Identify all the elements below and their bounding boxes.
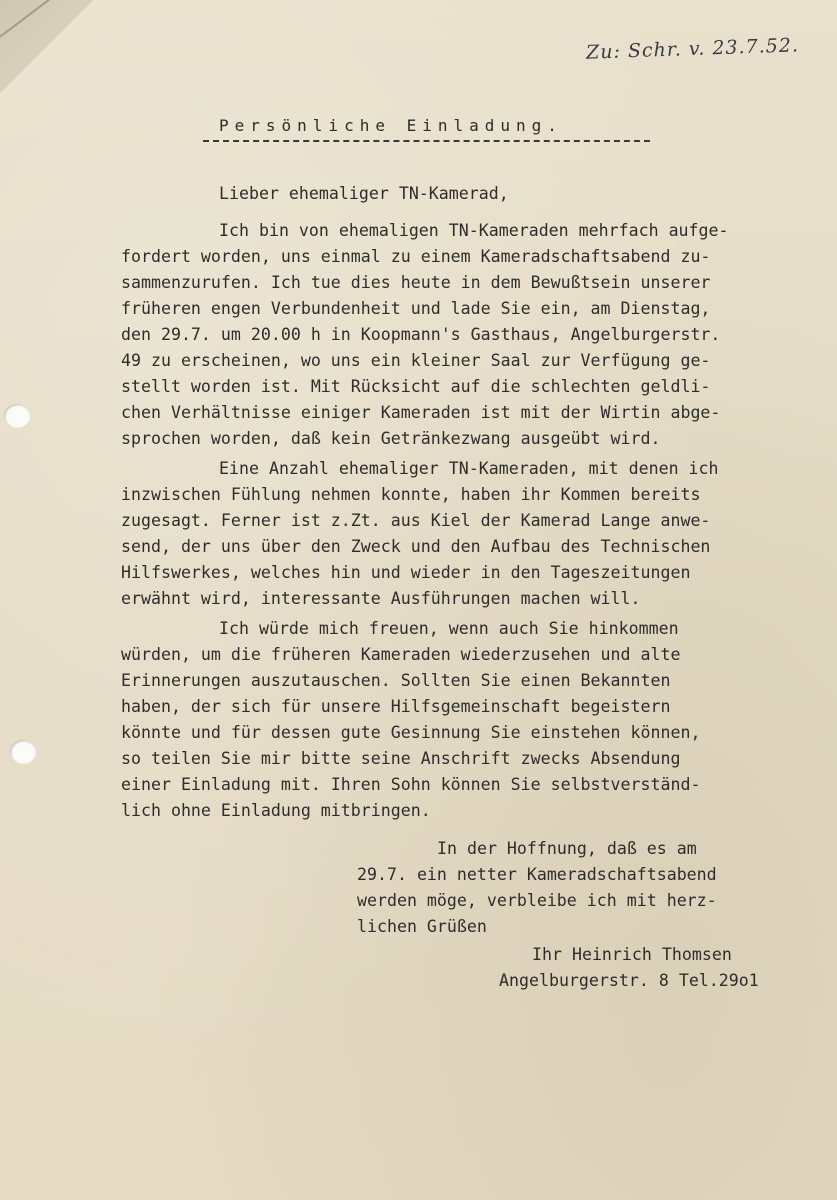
closing-line: lichen Grüßen bbox=[357, 917, 487, 936]
body-line: früheren engen Verbundenheit und lade Sie ein, am Dienstag, bbox=[121, 299, 711, 318]
signature-address: Angelburgerstr. 8 Tel.29o1 bbox=[499, 971, 759, 990]
folded-corner bbox=[0, 0, 110, 95]
body-line: Eine Anzahl ehemaliger TN-Kameraden, mit denen ich bbox=[219, 459, 719, 478]
body-line: sprochen worden, daß kein Getränkezwang ausgeübt wird. bbox=[121, 429, 661, 448]
body-line: fordert worden, uns einmal zu einem Kameradschaftsabend zu- bbox=[121, 247, 711, 266]
body-line: so teilen Sie mir bitte seine Anschrift zwecks Absendung bbox=[121, 749, 681, 768]
body-line: haben, der sich für unsere Hilfsgemeinschaft begeistern bbox=[121, 697, 671, 716]
title-underline bbox=[203, 140, 650, 142]
body-line: erwähnt wird, interessante Ausführungen machen will. bbox=[121, 589, 641, 608]
letter-title: Persönliche Einladung. bbox=[219, 116, 563, 135]
closing-line: werden möge, verbleibe ich mit herz- bbox=[357, 891, 717, 910]
body-line: zugesagt. Ferner ist z.Zt. aus Kiel der Kamerad Lange anwe- bbox=[121, 511, 711, 530]
body-line: inzwischen Fühlung nehmen konnte, haben ihr Kommen bereits bbox=[121, 485, 701, 504]
body-line: 49 zu erscheinen, wo uns ein kleiner Saal zur Verfügung ge- bbox=[121, 351, 711, 370]
signature-name: Ihr Heinrich Thomsen bbox=[532, 945, 732, 964]
salutation: Lieber ehemaliger TN-Kamerad, bbox=[219, 184, 509, 203]
body-line: Hilfswerkes, welches hin und wieder in den Tageszeitungen bbox=[121, 563, 691, 582]
body-line: sammenzurufen. Ich tue dies heute in dem Bewußtsein unserer bbox=[121, 273, 711, 292]
body-line: würden, um die früheren Kameraden wiederzusehen und alte bbox=[121, 645, 681, 664]
closing-line: 29.7. ein netter Kameradschaftsabend bbox=[357, 865, 717, 884]
punch-hole-top bbox=[4, 404, 30, 428]
body-line: Ich bin von ehemaligen TN-Kameraden mehrfach aufge- bbox=[219, 221, 729, 240]
punch-hole-bottom bbox=[10, 740, 36, 764]
body-line: send, der uns über den Zweck und den Aufbau des Technischen bbox=[121, 537, 711, 556]
body-line: Ich würde mich freuen, wenn auch Sie hinkommen bbox=[219, 619, 679, 638]
body-line: einer Einladung mit. Ihren Sohn können Sie selbstverständ- bbox=[121, 775, 701, 794]
body-line: den 29.7. um 20.00 h in Koopmann's Gasthaus, Angelburgerstr. bbox=[121, 325, 721, 344]
closing-line: In der Hoffnung, daß es am bbox=[437, 839, 697, 858]
body-line: Erinnerungen auszutauschen. Sollten Sie einen Bekannten bbox=[121, 671, 671, 690]
body-line: könnte und für dessen gute Gesinnung Sie einstehen können, bbox=[121, 723, 701, 742]
body-line: lich ohne Einladung mitbringen. bbox=[121, 801, 431, 820]
handwritten-reference-note: Zu: Schr. v. 23.7.52. bbox=[585, 34, 800, 64]
body-line: chen Verhältnisse einiger Kameraden ist mit der Wirtin abge- bbox=[121, 403, 721, 422]
body-line: stellt worden ist. Mit Rücksicht auf die schlechten geldli- bbox=[121, 377, 711, 396]
